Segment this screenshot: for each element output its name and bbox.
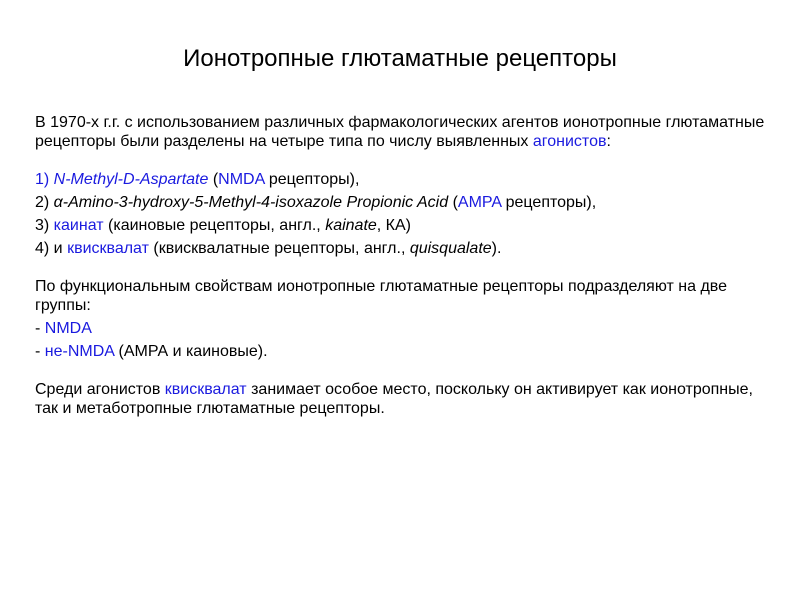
list-item-kainate bbox=[35, 216, 765, 235]
group-nmda bbox=[35, 319, 765, 338]
conclusion-paragraph bbox=[35, 380, 765, 418]
paren-open: ( bbox=[208, 171, 219, 188]
kainate-english: kainate bbox=[325, 217, 377, 234]
intro-end: : bbox=[606, 133, 611, 150]
kainate-link[interactable]: каинат bbox=[53, 217, 104, 234]
groups-paragraph: По функциональным свойствам ионотропные глютаматные рецепторы подразделяют на две группы: bbox=[35, 278, 727, 314]
conclusion-rest: занимает особое место, поскольку он активирует как ионотропные, так и метаботропные глютаматные рецепторы. bbox=[35, 381, 753, 417]
nmda-group-link[interactable]: NMDA bbox=[44, 320, 92, 337]
slide-title: Ионотропные глютаматные рецепторы bbox=[183, 45, 617, 72]
item-number: 3) bbox=[35, 217, 54, 234]
item-rest-end: ). bbox=[491, 240, 502, 257]
item-rest: (квисквалатные рецепторы, англ., bbox=[148, 240, 410, 257]
agonists-link[interactable]: агонистов bbox=[532, 133, 607, 150]
item-rest: рецепторы), bbox=[501, 194, 597, 211]
slide-body bbox=[35, 113, 765, 418]
group-non-nmda bbox=[35, 342, 765, 361]
quisqualate-conclusion-link[interactable]: квисквалат bbox=[164, 381, 247, 398]
dash: - bbox=[35, 343, 45, 360]
item-number: 4) и bbox=[35, 240, 68, 257]
quisqualate-english: quisqualate bbox=[409, 240, 492, 257]
intro-paragraph bbox=[35, 113, 765, 151]
intro-text: В 1970-х г.г. с использованием различных фармакологических агентов ионотропные глютаматные рецепторы были разделены на четыре типа по числу выявленных bbox=[35, 114, 765, 150]
quisqualate-link[interactable]: квисквалат bbox=[67, 240, 149, 257]
conclusion-pre: Среди агонистов bbox=[35, 381, 165, 398]
list-item-nmda bbox=[35, 170, 765, 189]
item-rest: рецепторы), bbox=[264, 171, 360, 188]
paren-open: ( bbox=[448, 194, 458, 211]
nmda-abbr: NMDA bbox=[218, 171, 265, 188]
item-number: 1) bbox=[35, 171, 54, 188]
list-item-quisqualate bbox=[35, 239, 765, 258]
dash: - bbox=[35, 320, 45, 337]
item-number: 2) bbox=[35, 194, 54, 211]
list-item-ampa bbox=[35, 193, 765, 212]
item-rest: (каиновые рецепторы, англ., bbox=[103, 217, 326, 234]
ampa-abbr: AMPA bbox=[457, 194, 502, 211]
non-nmda-group-link[interactable]: не-NMDA bbox=[44, 343, 115, 360]
group-rest: (АМРА и каиновые). bbox=[114, 343, 268, 360]
nmda-latin-name: N-Methyl-D-Aspartate bbox=[53, 171, 209, 188]
ampa-latin-name: α-Amino-3-hydroxy-5-Methyl-4-isoxazole Propionic Acid bbox=[53, 194, 449, 211]
item-rest-end: , КА) bbox=[376, 217, 411, 234]
